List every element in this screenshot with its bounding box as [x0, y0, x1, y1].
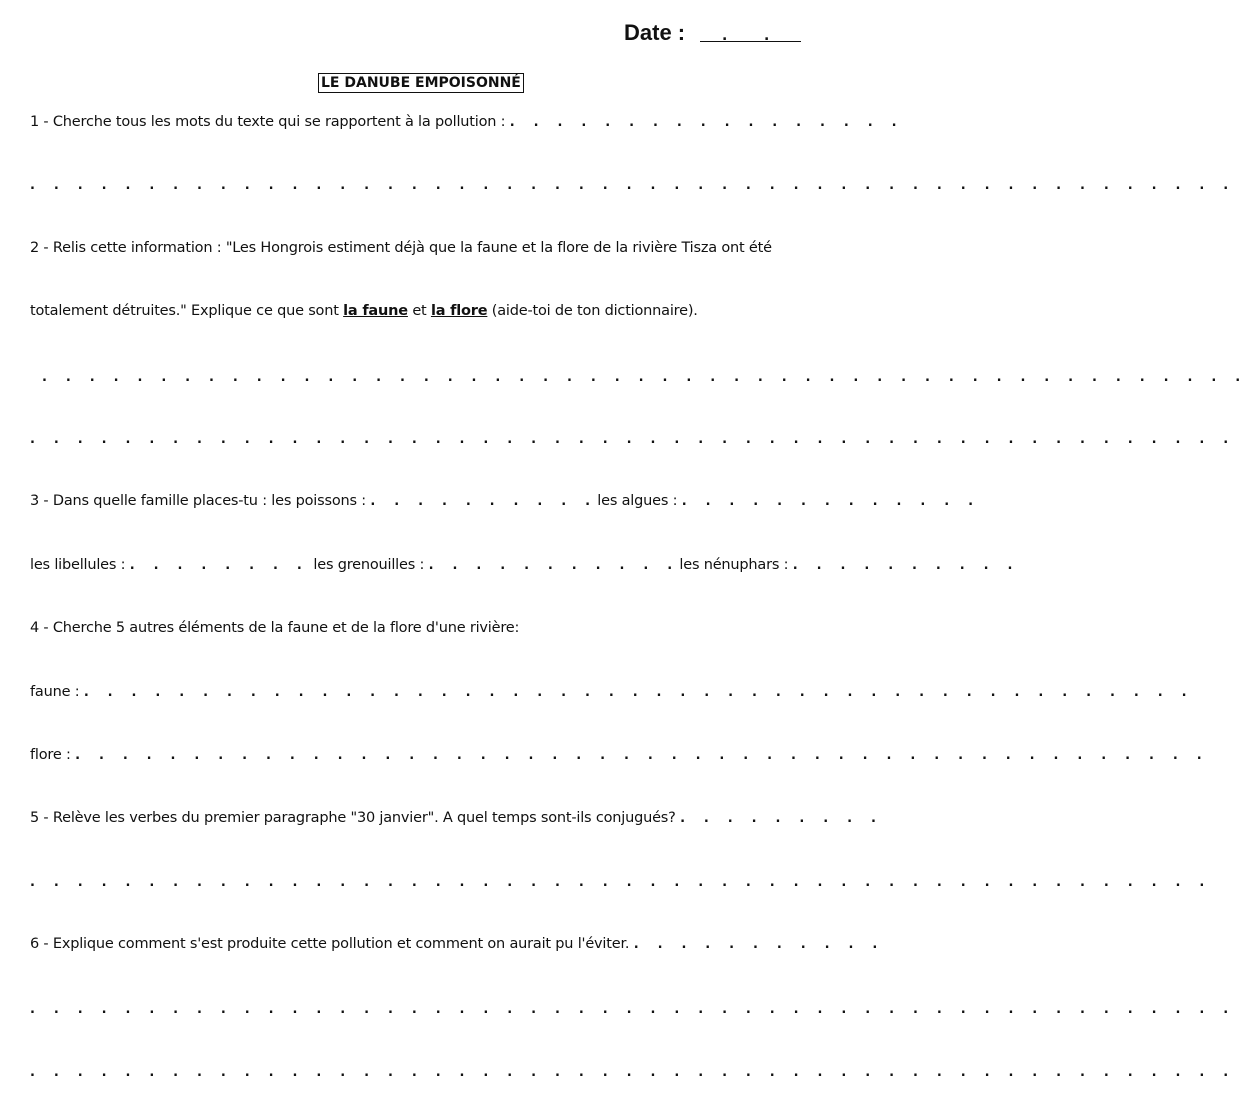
label-grenouilles: les grenouilles : — [313, 557, 425, 573]
answer-line[interactable]: . . . . . . . . . . . . . . . . . . . . . . . . . . . . . . . . . . . . . . . . . . . . . . . . . . — [30, 875, 1212, 890]
answer-dots-algues[interactable]: . . . . . . . . . . . . . — [681, 494, 981, 509]
term-flore: la flore — [430, 303, 488, 319]
answer-line[interactable]: . . . . . . . . . . . . . . . . . . . . . . . . . . . . . . . . . . . . . . . . . . . . . . . . . . . — [42, 370, 1247, 385]
question-2-line-2 — [30, 301, 698, 321]
answer-dots[interactable]: . . . . . . . . . . . — [633, 937, 885, 952]
question-1-text: 1 - Cherche tous les mots du texte qui se rapportent à la pollution : — [30, 114, 506, 130]
flore-label: flore : — [30, 747, 71, 763]
answer-dots-nenuphars[interactable]: . . . . . . . . . . — [792, 558, 1020, 573]
answer-dots-poissons[interactable]: . . . . . . . . . . — [370, 494, 598, 509]
worksheet-title: LE DANUBE EMPOISONNÉ — [318, 73, 524, 93]
answer-line[interactable]: . . . . . . . . . . . . . . . . . . . . . . . . . . . . . . . . . . . . . . . . . . . . . . . . . . . — [30, 178, 1236, 193]
term-faune: la faune — [343, 303, 408, 319]
question-2-text: totalement détruites." Explique ce que sont — [30, 303, 344, 319]
question-6 — [30, 934, 885, 955]
question-4-text: 4 - Cherche 5 autres éléments de la faune et de la flore d'une rivière: — [30, 620, 520, 636]
date-fill-line[interactable] — [700, 41, 801, 42]
date-separator: . — [722, 28, 728, 44]
question-5-text: 5 - Relève les verbes du premier paragraphe "30 janvier". A quel temps sont-ils conjugués? — [30, 810, 676, 826]
question-3-text: 3 - Dans quelle famille places-tu : les poissons : — [30, 493, 366, 509]
label-algues: les algues : — [597, 493, 678, 509]
answer-dots-flore[interactable]: . . . . . . . . . . . . . . . . . . . . . . . . . . . . . . . . . . . . . . . . . . . . . . . . — [75, 748, 1209, 763]
flore-line — [30, 745, 1209, 766]
date-separator: . — [764, 28, 770, 44]
faune-line — [30, 682, 1194, 703]
question-5 — [30, 808, 883, 829]
question-2-line-1: 2 - Relis cette information : "Les Hongrois estiment déjà que la faune et la flore de la rivière Tisza ont été — [30, 240, 772, 256]
answer-line[interactable]: . . . . . . . . . . . . . . . . . . . . . . . . . . . . . . . . . . . . . . . . . . . . . . . . . . . — [30, 1002, 1236, 1017]
question-2-text: et — [407, 303, 431, 319]
answer-line[interactable]: . . . . . . . . . . . . . . . . . . . . . . . . . . . . . . . . . . . . . . . . . . . . . . . . . . . — [30, 432, 1236, 447]
question-6-text: 6 - Explique comment s'est produite cette pollution et comment on aurait pu l'éviter. — [30, 936, 630, 952]
question-3-line-1 — [30, 491, 980, 512]
date-label: Date : — [624, 20, 686, 45]
label-nenuphars: les nénuphars : — [679, 557, 789, 573]
question-1 — [30, 112, 904, 133]
question-2-text: (aide-toi de ton dictionnaire). — [487, 303, 698, 319]
label-libellules: les libellules : — [30, 557, 126, 573]
answer-line[interactable]: . . . . . . . . . . . . . . . . . . . . . . . . . . . . . . . . . . . . . . . . . . . . . . . . . . . — [30, 1065, 1236, 1080]
question-3-line-2 — [30, 555, 1020, 576]
answer-dots-faune[interactable]: . . . . . . . . . . . . . . . . . . . . . . . . . . . . . . . . . . . . . . . . . . . . . . . — [83, 685, 1194, 700]
answer-dots[interactable]: . . . . . . . . . — [680, 811, 884, 826]
answer-dots-grenouilles[interactable]: . . . . . . . . . . . — [428, 558, 680, 573]
faune-label: faune : — [30, 684, 80, 700]
answer-dots[interactable]: . . . . . . . . . . . . . . . . . — [509, 115, 904, 130]
answer-dots-libellules[interactable]: . . . . . . . . — [129, 558, 309, 573]
